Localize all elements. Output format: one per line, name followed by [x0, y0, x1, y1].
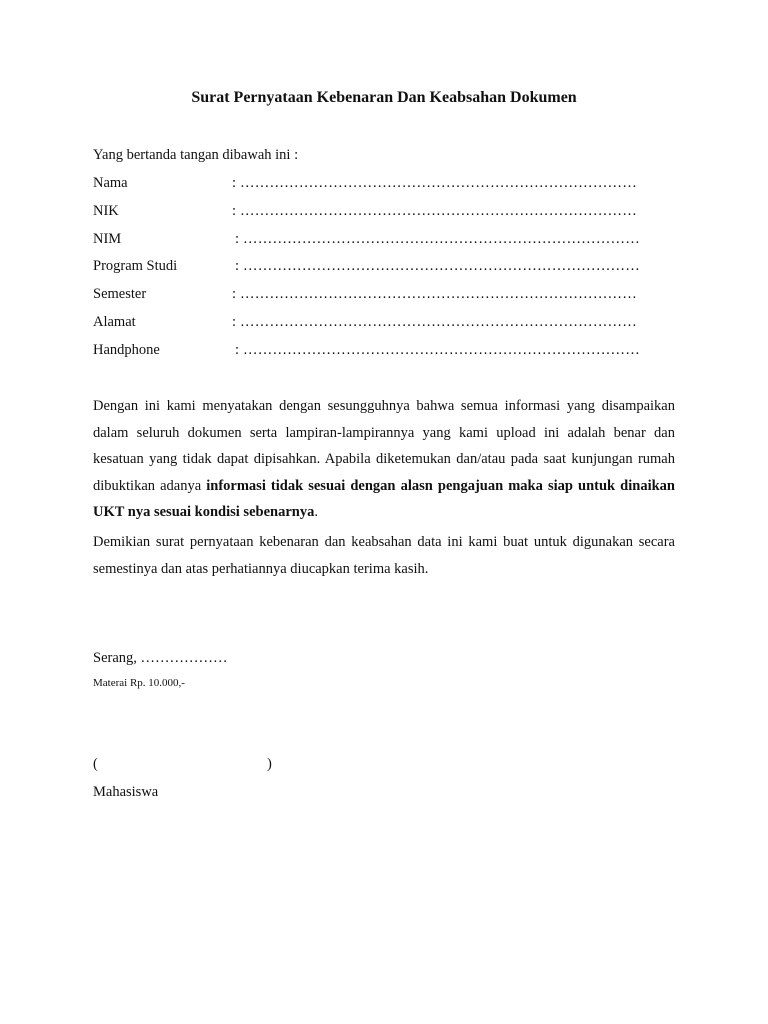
field-blank-alamat: : ………………………………………………………………………	[232, 313, 637, 330]
closing-paragraph: Demikian surat pernyataan kebenaran dan keabsahan data ini kami buat untuk digunakan secara semestinya dan atas perhatiannya diucapkan terima kasih.	[93, 534, 675, 577]
field-label-alamat: Alamat	[93, 313, 136, 330]
field-semester	[93, 284, 663, 312]
statement-text: Dengan ini kami menyatakan dengan sesungguhnya bahwa semua informasi yang disampaikan dalam seluruh dokumen serta lampiran-lampirannya yang kami upload ini adalah benar dan kesatuan yang tidak dapat dipisahkan. Apabila diketemukan dan/atau pada saat kunjungan rumah dibuktikan adanya	[93, 398, 675, 494]
field-label-nama: Nama	[93, 175, 128, 191]
materai-note: Materai Rp. 10.000,-	[93, 677, 185, 689]
field-nik	[93, 201, 663, 229]
field-blank-nik: : ………………………………………………………………………	[232, 202, 637, 219]
statement-bold-text: informasi tidak sesuai dengan alasn pengajuan maka siap untuk dinaikan UKT nya sesuai kondisi sebenarnya	[93, 477, 675, 520]
field-blank-semester: : ………………………………………………………………………	[232, 286, 637, 303]
field-label-semester: Semester	[93, 286, 147, 303]
field-blank-nim: : ………………………………………………………………………	[235, 230, 640, 247]
identity-fields	[93, 173, 663, 368]
field-label-nim: NIM	[93, 230, 122, 247]
signer-role: Mahasiswa	[93, 784, 159, 800]
field-nama	[93, 173, 663, 201]
field-blank-nama: : ………………………………………………………………………	[232, 175, 637, 191]
signature-open-paren: (	[93, 756, 98, 772]
field-blank-program-studi: : ………………………………………………………………………	[235, 258, 640, 275]
place-date: Serang, ………………	[93, 650, 228, 666]
field-program-studi	[93, 256, 663, 284]
field-handphone	[93, 340, 663, 368]
field-alamat	[93, 312, 663, 340]
document-title: Surat Pernyataan Kebenaran Dan Keabsahan Dokumen	[191, 89, 577, 106]
statement-end: .	[314, 504, 318, 520]
statement-paragraph	[93, 393, 675, 526]
field-label-handphone: Handphone	[93, 341, 160, 358]
field-blank-handphone: : ………………………………………………………………………	[235, 341, 640, 358]
field-nim	[93, 229, 663, 257]
intro-text: Yang bertanda tangan dibawah ini :	[93, 147, 299, 163]
field-label-nik: NIK	[93, 202, 119, 219]
field-label-program-studi: Program Studi	[93, 258, 178, 275]
signature-close-paren: )	[267, 756, 272, 772]
